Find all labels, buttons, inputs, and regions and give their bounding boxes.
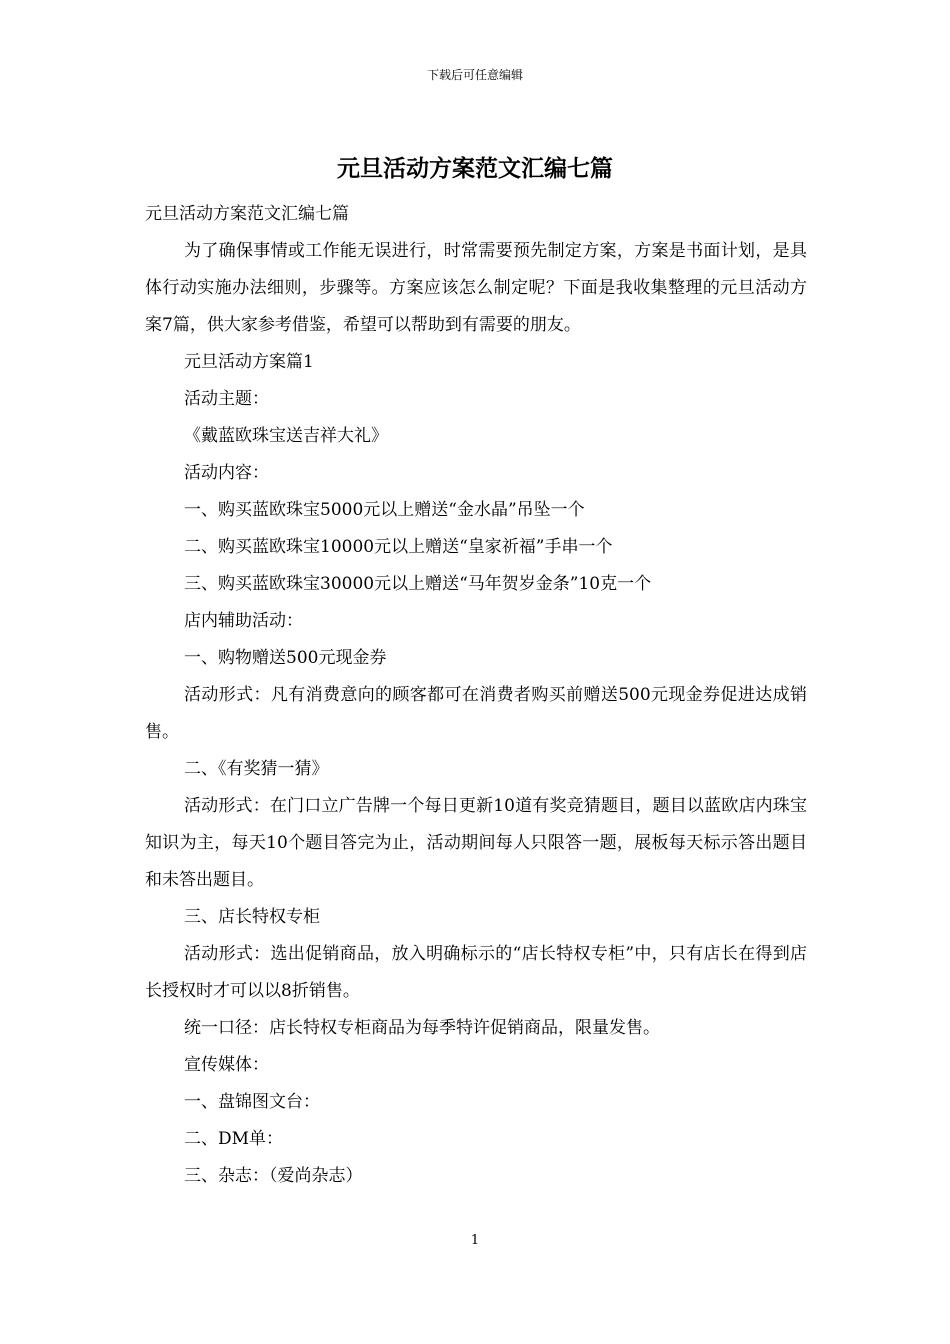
paragraph: 店内辅助活动： (184, 611, 303, 631)
paragraph: 活动主题： (184, 389, 269, 409)
list-item: 一、购物赠送500元现金券 (184, 648, 387, 668)
paragraph: 活动形式：凡有消费意向的顾客都可在消费者购买前赠送500元现金券促进达成销售。 (145, 685, 807, 742)
list-item: 二、《有奖猜一猜》 (184, 759, 329, 779)
document-title: 元旦活动方案范文汇编七篇 (337, 155, 613, 182)
list-item: 三、购买蓝欧珠宝30000元以上赠送“马年贺岁金条”10克一个 (184, 574, 652, 594)
section-heading: 元旦活动方案篇1 (184, 352, 314, 372)
list-item: 二、DM单： (184, 1129, 284, 1149)
intro-paragraph: 为了确保事情或工作能无误进行，时常需要预先制定方案，方案是书面计划，是具体行动实施办法细则，步骤等。方案应该怎么制定呢？下面是我收集整理的元旦活动方案7篇，供大家参考借鉴，希望可以帮助到有需要的朋友。 (145, 241, 807, 335)
paragraph: 活动形式：选出促销商品，放入明确标示的“店长特权专柜”中，只有店长在得到店长授权时才可以以8折销售。 (145, 944, 807, 1001)
list-item: 三、店长特权专柜 (184, 907, 320, 927)
page-number: 1 (470, 1233, 480, 1248)
paragraph: 活动内容： (184, 463, 269, 483)
paragraph: 活动形式：在门口立广告牌一个每日更新10道有奖竞猜题目，题目以蓝欧店内珠宝知识为主，每天10个题目答完为止，活动期间每人只限答一题，展板每天标示答出题目和未答出题目。 (145, 796, 807, 890)
paragraph: 统一口径：店长特权专柜商品为每季特许促销商品，限量发售。 (184, 1018, 660, 1038)
list-item: 二、购买蓝欧珠宝10000元以上赠送“皇家祈福”手串一个 (184, 537, 613, 557)
paragraph: 《戴蓝欧珠宝送吉祥大礼》 (184, 426, 388, 446)
document-body (145, 196, 807, 1195)
header-note: 下载后可任意编辑 (426, 68, 523, 82)
list-item: 一、购买蓝欧珠宝5000元以上赠送“金水晶”吊坠一个 (184, 500, 585, 520)
subtitle-paragraph: 元旦活动方案范文汇编七篇 (145, 204, 349, 224)
list-item: 三、杂志：（爱尚杂志） (184, 1166, 363, 1186)
list-item: 一、盘锦图文台： (184, 1092, 320, 1112)
paragraph: 宣传媒体： (184, 1055, 269, 1075)
